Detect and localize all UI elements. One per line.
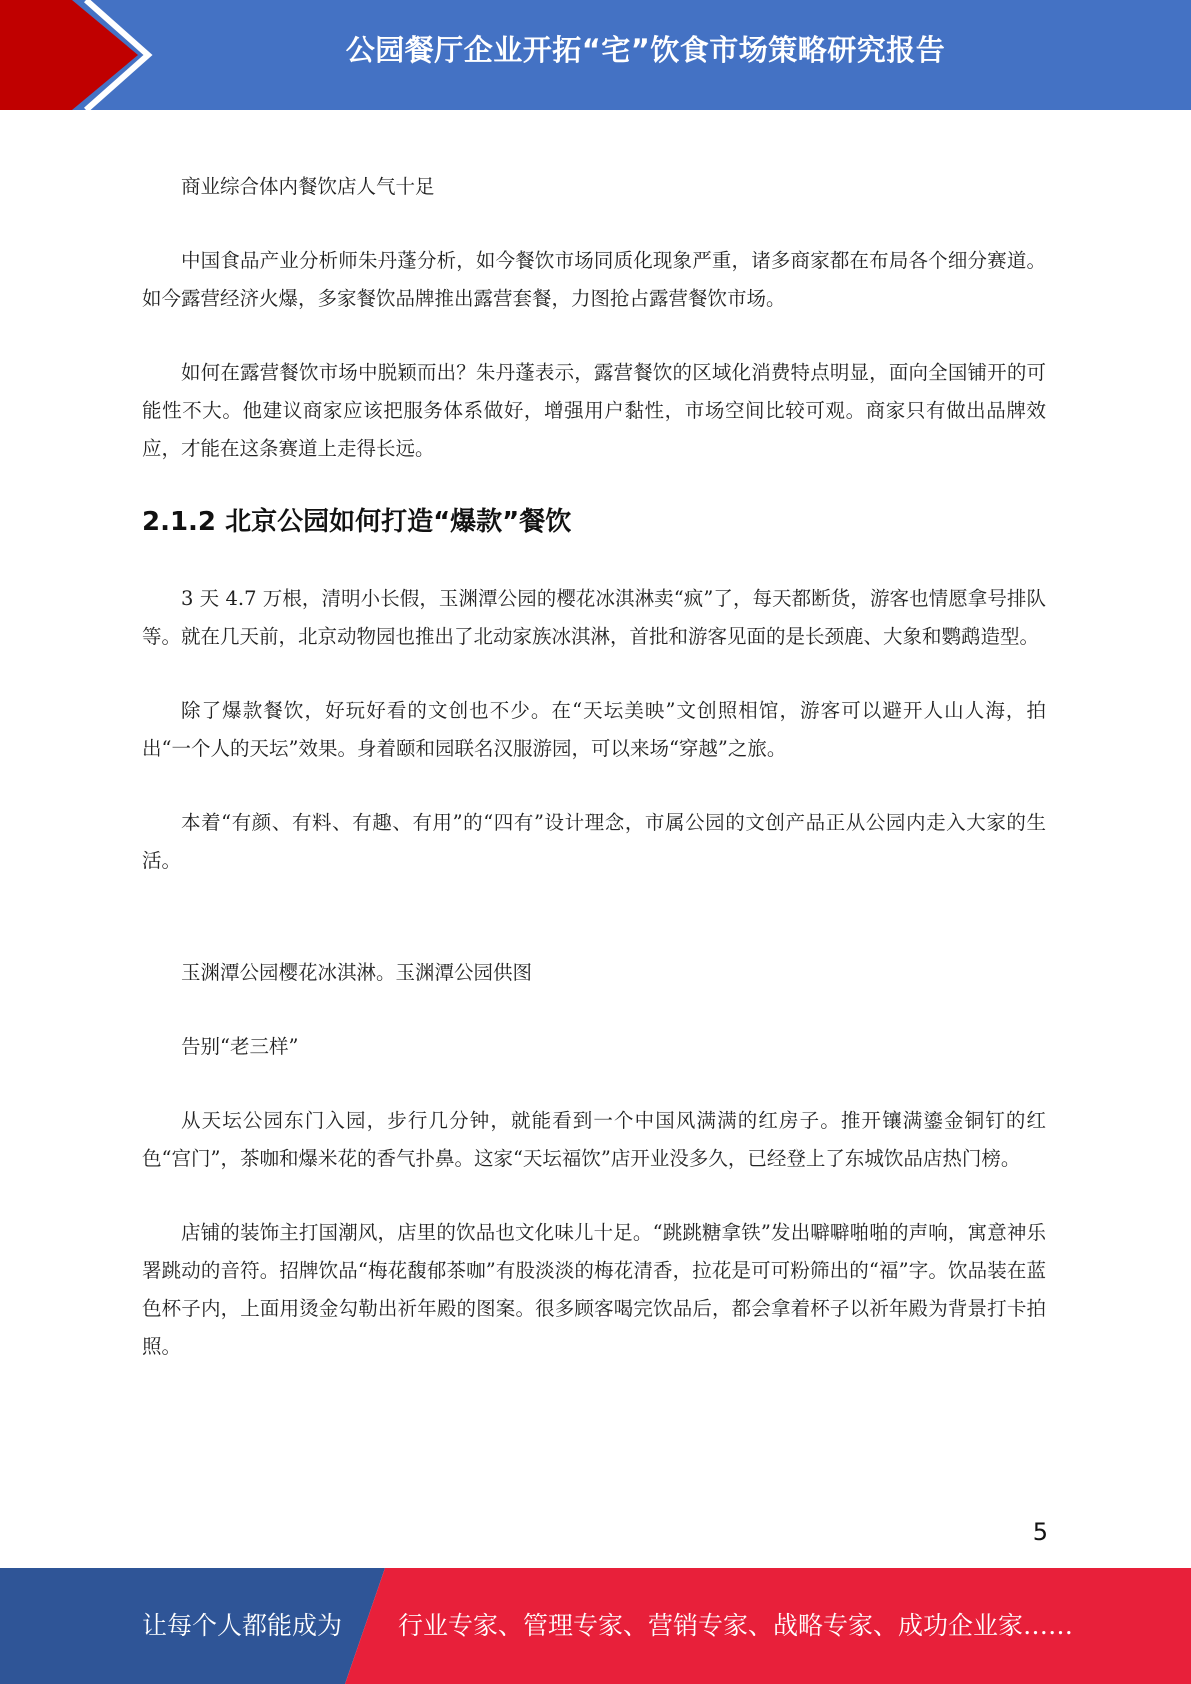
paragraph: 商业综合体内餐饮店人气十足 [181, 175, 435, 198]
header-red-chevron [0, 0, 138, 110]
paragraph: 玉渊潭公园樱花冰淇淋。玉渊潭公园供图 [181, 961, 533, 984]
paragraph: 3 天 4.7 万根，清明小长假，玉渊潭公园的樱花冰淇淋卖“疯”了，每天都断货，游客也情愿拿号排队等。就在几天前，北京动物园也推出了北动家族冰淇淋，首批和游客见面的是长颈鹿、大象和鹦鹉造型。 [142, 587, 1046, 648]
footer-slogan-right: 行业专家、管理专家、营销专家、战略专家、成功企业家…… [398, 1611, 1074, 1640]
header-title: 公园餐厅企业开拓“宅”饮食市场策略研究报告 [345, 33, 946, 67]
paragraph: 中国食品产业分析师朱丹蓬分析，如今餐饮市场同质化现象严重，诸多商家都在布局各个细分赛道。如今露营经济火爆，多家餐饮品牌推出露营套餐，力图抢占露营餐饮市场。 [142, 249, 1046, 310]
paragraph: 本着“有颜、有料、有趣、有用”的“四有”设计理念，市属公园的文创产品正从公园内走入大家的生活。 [142, 811, 1046, 872]
page-footer [0, 1568, 1191, 1684]
page-number: 5 [1032, 1518, 1048, 1546]
document-body [142, 168, 1046, 1366]
page-header [0, 0, 1191, 110]
paragraph: 店铺的装饰主打国潮风，店里的饮品也文化味儿十足。“跳跳糖拿铁”发出噼噼啪啪的声响，寓意神乐署跳动的音符。招牌饮品“梅花馥郁茶咖”有股淡淡的梅花清香，拉花是可可粉筛出的“福”字。饮品装在蓝色杯子内，上面用烫金勾勒出祈年殿的图案。很多顾客喝完饮品后，都会拿着杯子以祈年殿为背景打卡拍照。 [142, 1221, 1046, 1358]
section-heading: 2.1.2 北京公园如何打造“爆款”餐饮 [142, 507, 572, 537]
paragraph: 告别“老三样” [181, 1035, 299, 1058]
footer-slogan-left: 让每个人都能成为 [142, 1611, 343, 1640]
paragraph: 从天坛公园东门入园，步行几分钟，就能看到一个中国风满满的红房子。推开镶满鎏金铜钉的红色“宫门”，茶咖和爆米花的香气扑鼻。这家“天坛福饮”店开业没多久，已经登上了东城饮品店热门榜。 [142, 1109, 1046, 1170]
paragraph: 如何在露营餐饮市场中脱颖而出？朱丹蓬表示，露营餐饮的区域化消费特点明显，面向全国铺开的可能性不大。他建议商家应该把服务体系做好，增强用户黏性，市场空间比较可观。商家只有做出品牌效应，才能在这条赛道上走得长远。 [142, 361, 1046, 460]
paragraph: 除了爆款餐饮，好玩好看的文创也不少。在“天坛美映”文创照相馆，游客可以避开人山人海，拍出“一个人的天坛”效果。身着颐和园联名汉服游园，可以来场“穿越”之旅。 [142, 699, 1046, 760]
